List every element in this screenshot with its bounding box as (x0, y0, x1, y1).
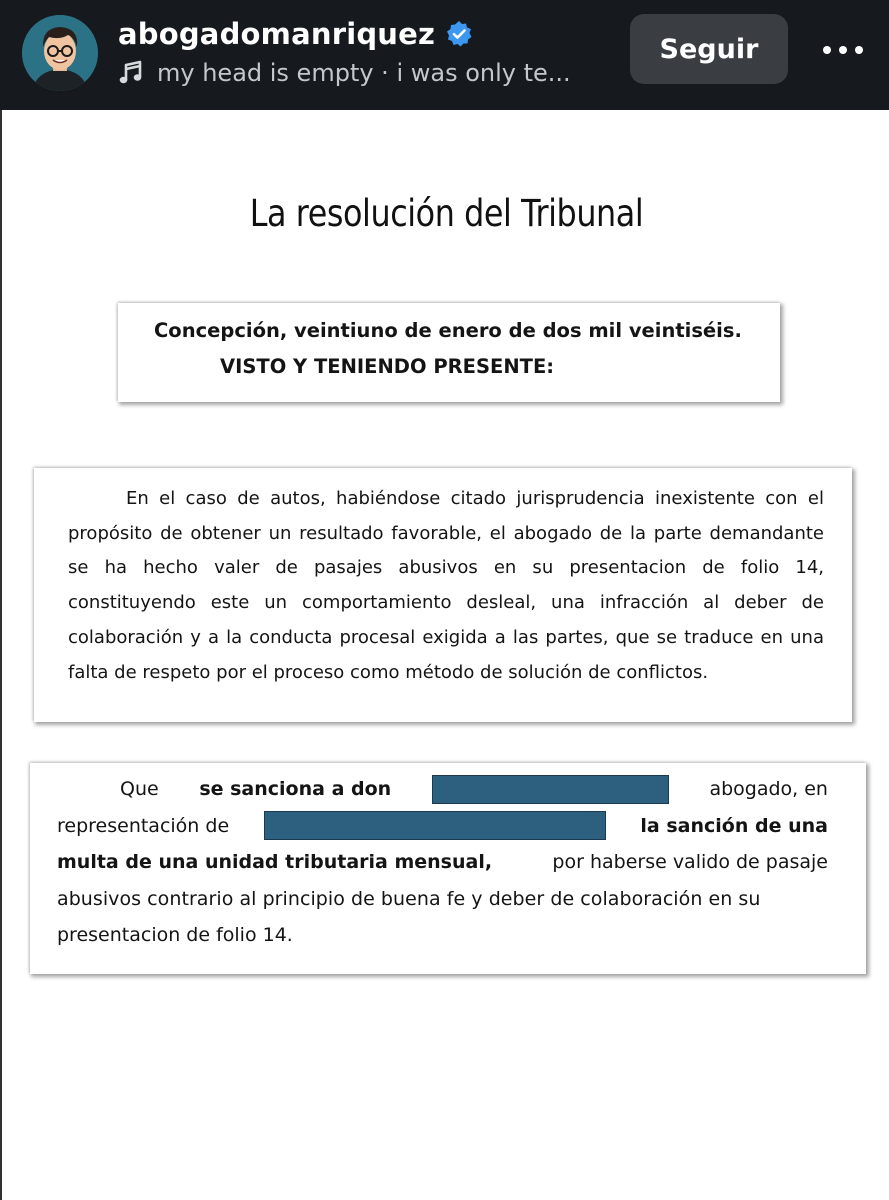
excerpt-sanction-card (30, 763, 866, 974)
sanction-reason: por haberse valido de pasaje (552, 851, 828, 873)
more-options-icon[interactable] (812, 28, 874, 72)
redacted-name-block (432, 775, 669, 804)
sanction-verb: se sanciona a don (199, 778, 392, 800)
sanction-fine: multa de una unidad tributaria mensual, (57, 851, 493, 873)
sanction-representation: representación de (57, 814, 230, 837)
follow-button[interactable]: Seguir (630, 14, 788, 84)
excerpt-heading-card (118, 303, 780, 402)
sanction-role: abogado, en (709, 778, 828, 800)
excerpt-reasoning-card (34, 468, 852, 722)
sanction-line-2 (57, 808, 828, 845)
username[interactable]: abogadomanriquez (118, 17, 436, 51)
audio-row[interactable] (118, 55, 571, 91)
redacted-party-block (264, 811, 606, 840)
excerpt-visto-line: VISTO Y TENIENDO PRESENTE: (220, 355, 555, 378)
sanction-penalty: la sanción de una (640, 814, 828, 837)
sanction-line-4: abusivos contrario al principio de buena fe y deber de colaboración en su (57, 887, 761, 910)
reasoning-paragraph: En el caso de autos, habiéndose citado jurisprudencia inexistente con el propósito de obtener un resultado favorable, el abogado de la parte demandante se ha hecho valer de pasajes abusivos en su presentacion de folio 14, constituyendo este un comportamiento desleal, una infracción al deber de colaboración y a la conducta procesal exigida a las partes, que se traduce en una falta de respeto por el proceso como método de solución de conflictos. (68, 488, 824, 683)
audio-track-label: my head is empty · i was only te... (157, 59, 571, 87)
document-title: La resolución del Tribunal (249, 192, 644, 235)
sanction-que: Que (120, 778, 159, 800)
sanction-line-5: presentacion de folio 14. (57, 924, 293, 946)
verified-badge-icon (445, 20, 473, 48)
username-row (118, 14, 473, 54)
avatar[interactable] (22, 15, 98, 91)
sanction-line-3 (57, 844, 828, 881)
sanction-line-1 (57, 771, 828, 808)
excerpt-date-line: Concepción, veintiuno de enero de dos mil veintiséis. (154, 319, 742, 342)
post-image (0, 110, 889, 1200)
avatar-illustration (22, 15, 98, 91)
post-header (0, 0, 889, 110)
music-note-icon (118, 60, 144, 86)
